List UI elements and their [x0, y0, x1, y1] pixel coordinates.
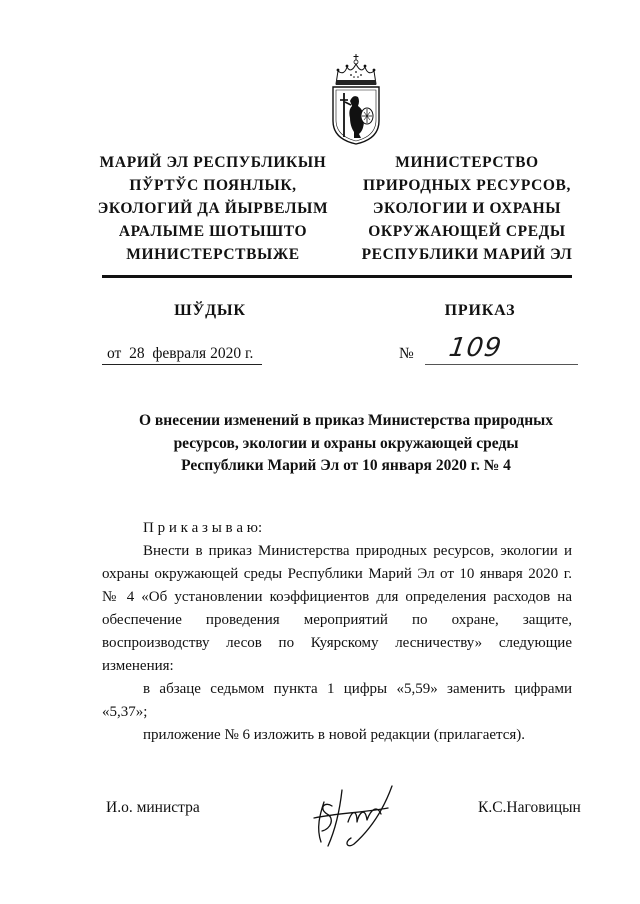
document-title [96, 410, 596, 478]
signatory-name: К.С.Наговицын [478, 799, 581, 816]
number-label: № [399, 345, 414, 362]
doc-type-mari: ШЎДЫК [174, 302, 246, 319]
header-mari-line: ЭКОЛОГИЙ ДА ЙЫРВЕЛЫМ [97, 200, 329, 217]
title-line: ресурсов, экологии и охраны окружающей среды [173, 434, 519, 452]
body-line: воспроизводству лесов по Куярскому лесничеству» следующие [102, 635, 572, 651]
body-greeting: П р и к а з ы в а ю: [143, 520, 263, 536]
coat-of-arms-icon [329, 54, 383, 146]
body-line: изменения: [102, 658, 174, 674]
document-date: от 28 февраля 2020 г. [102, 344, 262, 365]
doc-type-russian: ПРИКАЗ [444, 302, 516, 319]
header-mari-line: АРАЛЫМЕ ШОТЫШТО [118, 223, 308, 240]
header-russian-line: РЕСПУБЛИКИ МАРИЙ ЭЛ [361, 246, 573, 263]
body-line: № 4 «Об установлении коэффициентов для определения расходов на [102, 589, 572, 605]
document-body [102, 517, 572, 747]
header-mari-line: МАРИЙ ЭЛ РЕСПУБЛИКЫН [99, 154, 327, 171]
document-number-handwritten: 109 [447, 333, 504, 363]
title-line: Республики Марий Эл от 10 января 2020 г. № 4 [181, 457, 511, 474]
body-line: приложение № 6 изложить в новой редакции (прилагается). [143, 727, 526, 743]
header-mari-line: МИНИСТЕРСТВЫЖЕ [126, 246, 300, 263]
header-russian-line: МИНИСТЕРСТВО [395, 154, 539, 171]
body-line: в абзаце седьмом пункта 1 цифры «5,59» заменить цифрами [143, 681, 572, 697]
title-line: О внесении изменений в приказ Министерства природных [139, 412, 553, 429]
header-russian-line: ОКРУЖАЮЩЕЙ СРЕДЫ [368, 223, 566, 240]
header-russian [342, 151, 592, 266]
signatory-position: И.о. министра [106, 799, 200, 816]
handwritten-signature-icon [300, 778, 400, 850]
body-line: «5,37»; [102, 704, 148, 720]
header-mari [88, 151, 338, 266]
body-line: Внести в приказ Министерства природных ресурсов, экологии и [143, 543, 572, 559]
header-russian-line: ЭКОЛОГИИ И ОХРАНЫ [372, 200, 562, 217]
body-line: обеспечение проведения мероприятий по охране, защите, [102, 612, 572, 628]
header-mari-line: ПЎРТЎС ПОЯНЛЫК, [129, 177, 297, 194]
header-divider [102, 275, 572, 278]
body-line: охраны окружающей среды Республики Марий Эл от 10 января 2020 г. [102, 566, 572, 582]
header-russian-line: ПРИРОДНЫХ РЕСУРСОВ, [363, 177, 571, 194]
